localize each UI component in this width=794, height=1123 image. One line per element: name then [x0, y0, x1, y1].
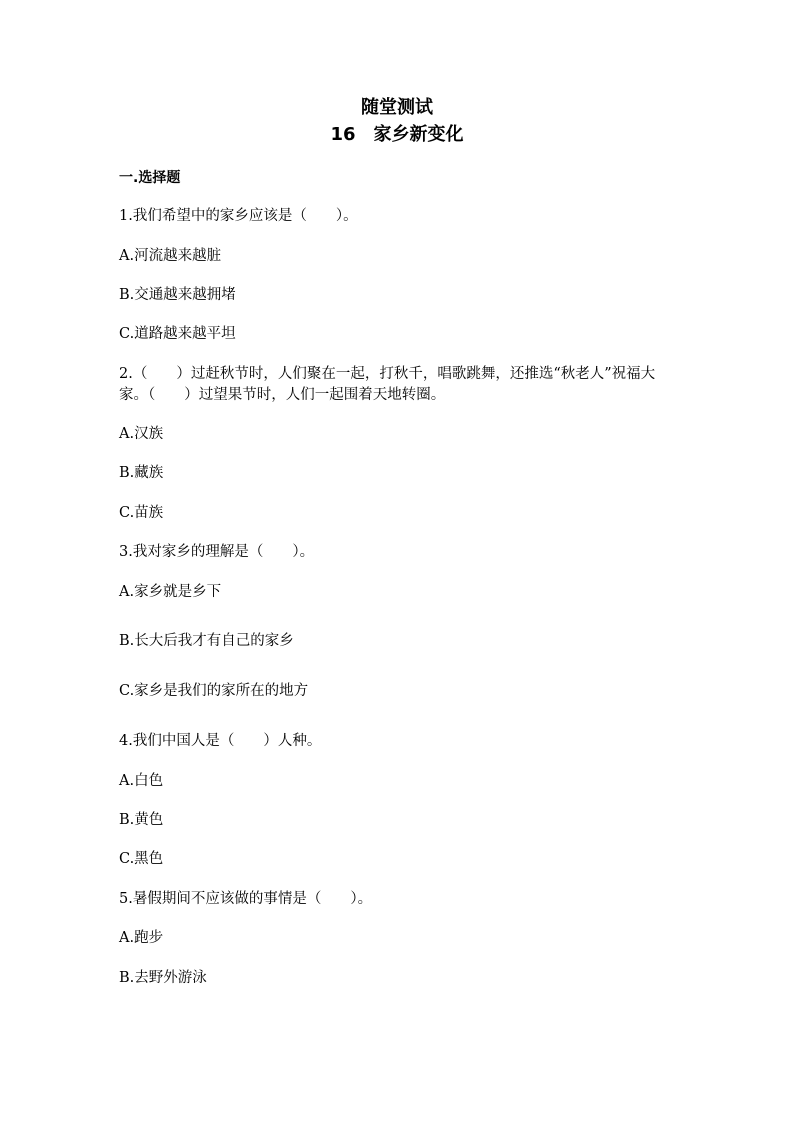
question-4-option-b: B.黄色	[119, 812, 164, 828]
question-5-stem: 5.暑假期间不应该做的事情是（ ）。	[119, 891, 373, 907]
page-title: 随堂测试	[361, 97, 433, 118]
question-4-option-c: C.黑色	[119, 851, 164, 867]
question-1-stem: 1.我们希望中的家乡应该是（ ）。	[119, 208, 358, 224]
question-1-option-c: C.道路越来越平坦	[119, 326, 236, 342]
question-5-option-b: B.去野外游泳	[119, 970, 207, 986]
question-5-option-a: A.跑步	[119, 930, 164, 946]
question-4-option-a: A.白色	[119, 773, 164, 789]
question-2-stem: 2.（ ）过赶秋节时，人们聚在一起，打秋千，唱歌跳舞，还推选“秋老人”祝福大家。（ ）过望果节时，人们一起围着天地转圈。	[119, 366, 656, 403]
question-1-option-b: B.交通越来越拥堵	[119, 287, 236, 303]
question-1-option-a: A.河流越来越脏	[119, 248, 222, 264]
question-2-option-a: A.汉族	[119, 426, 164, 442]
question-3-stem: 3.我对家乡的理解是（ ）。	[119, 544, 315, 560]
question-4-stem: 4.我们中国人是（ ）人种。	[119, 733, 322, 749]
question-2-option-b: B.藏族	[119, 465, 164, 481]
question-3-option-b: B.长大后我才有自己的家乡	[119, 633, 294, 649]
lesson-title: 16 家乡新变化	[330, 124, 464, 145]
question-2-option-c: C.苗族	[119, 505, 164, 521]
section-heading: 一.选择题	[119, 170, 181, 186]
question-3-option-a: A.家乡就是乡下	[119, 584, 222, 600]
question-3-option-c: C.家乡是我们的家所在的地方	[119, 683, 309, 699]
